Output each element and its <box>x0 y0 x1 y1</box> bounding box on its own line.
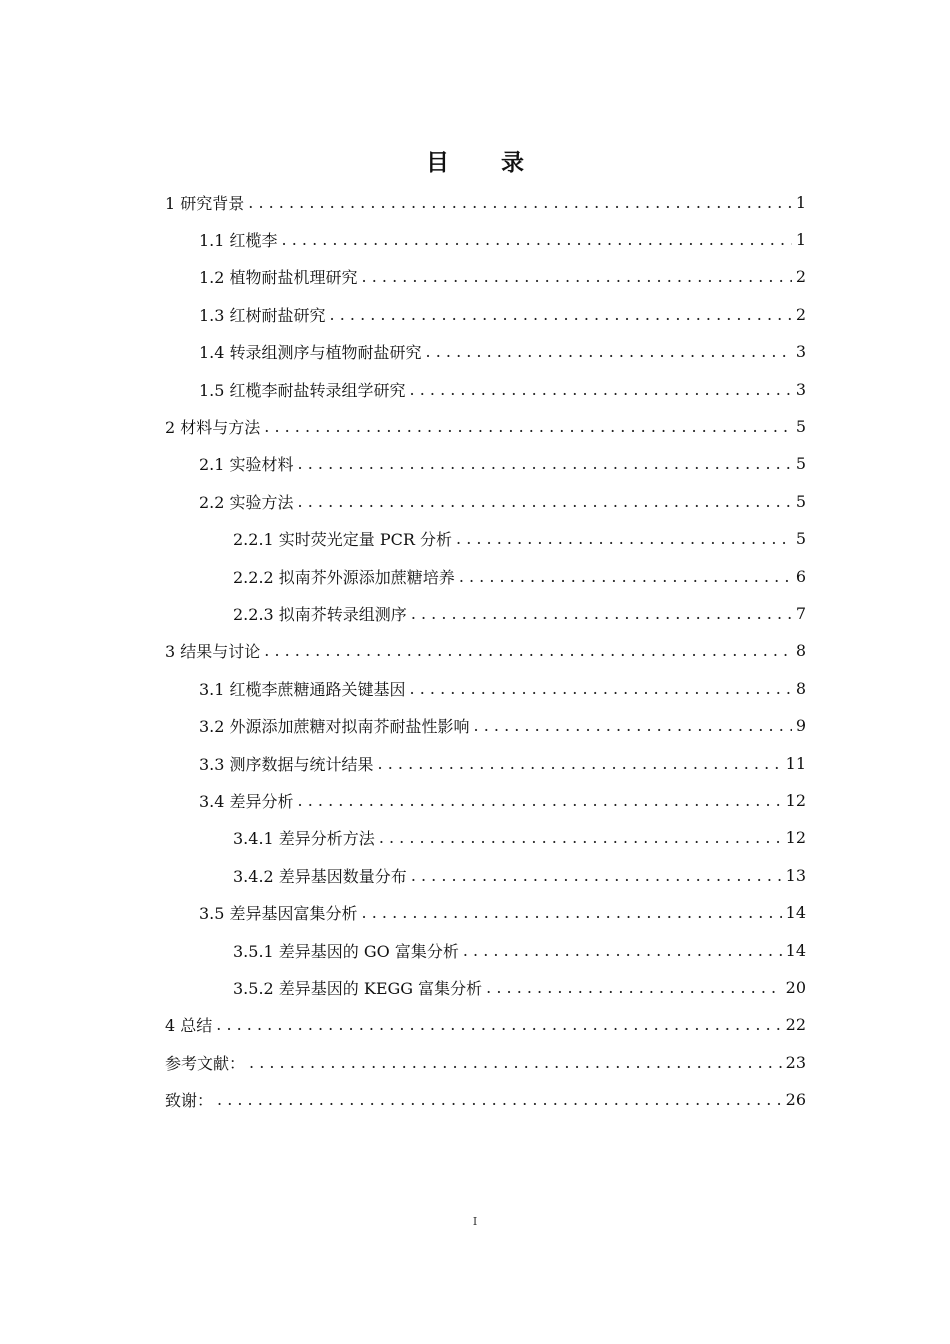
toc-dot-leader <box>264 641 792 660</box>
toc-entry-label: 致谢： <box>165 1091 214 1111</box>
toc-entry[interactable] <box>165 632 806 670</box>
toc-entry-label: 3.3 测序数据与统计结果 <box>199 754 374 774</box>
toc-entry[interactable] <box>199 669 806 707</box>
toc-entry-page-number: 1 <box>795 229 806 249</box>
toc-entry[interactable] <box>233 520 806 558</box>
toc-dot-leader <box>463 941 782 960</box>
toc-dot-leader <box>410 679 792 698</box>
toc-entry[interactable] <box>165 1081 806 1119</box>
toc-entry[interactable] <box>199 445 806 483</box>
toc-entry[interactable] <box>199 333 806 371</box>
toc-entry-label: 3.1 红榄李蔗糖通路关键基因 <box>199 679 406 699</box>
toc-entry-page-number: 14 <box>785 940 806 960</box>
toc-entry-label: 3.2 外源添加蔗糖对拟南芥耐盐性影响 <box>199 717 470 737</box>
toc-entry-page-number: 12 <box>785 828 806 848</box>
toc-entry-label: 3.5 差异基因富集分析 <box>199 904 358 924</box>
toc-entry-label: 1 研究背景 <box>165 193 245 213</box>
toc-entry[interactable] <box>233 594 806 632</box>
toc-dot-leader <box>456 529 792 548</box>
toc-dot-leader <box>474 716 792 735</box>
toc-entry[interactable] <box>165 1043 806 1081</box>
toc-entry-page-number: 22 <box>785 1015 806 1035</box>
toc-entry-page-number: 6 <box>795 566 806 586</box>
toc-entry-label: 3 结果与讨论 <box>165 642 261 662</box>
toc-entry-label: 1.3 红树耐盐研究 <box>199 305 326 325</box>
toc-entry[interactable] <box>233 968 806 1006</box>
toc-dot-leader <box>298 492 792 511</box>
toc-entry-label: 3.5.2 差异基因的 KEGG 富集分析 <box>233 978 483 998</box>
page-title: 目 录 <box>425 149 546 176</box>
toc-entry-label: 3.4.2 差异基因数量分布 <box>233 866 407 886</box>
toc-entry-page-number: 26 <box>785 1090 806 1110</box>
toc-dot-leader <box>410 380 792 399</box>
toc-entry-page-number: 5 <box>795 529 806 549</box>
toc-dot-leader <box>216 1015 781 1034</box>
toc-dot-leader <box>379 828 782 847</box>
toc-entry-label: 4 总结 <box>165 1016 213 1036</box>
toc-dot-leader <box>249 1053 782 1072</box>
toc-entry-label: 2.2.3 拟南芥转录组测序 <box>233 604 407 624</box>
toc-entry-page-number: 5 <box>795 454 806 474</box>
toc-entry-label: 参考文献： <box>165 1053 246 1073</box>
toc-entry-label: 3.5.1 差异基因的 GO 富集分析 <box>233 941 459 961</box>
toc-entry[interactable] <box>199 258 806 296</box>
toc-entry[interactable] <box>233 856 806 894</box>
toc-entry-label: 1.2 植物耐盐机理研究 <box>199 268 358 288</box>
toc-entry-page-number: 8 <box>795 641 806 661</box>
toc-dot-leader <box>282 230 792 249</box>
toc-entry-label: 2.2 实验方法 <box>199 492 294 512</box>
toc-entry-page-number: 1 <box>795 192 806 212</box>
toc-entry-page-number: 2 <box>795 304 806 324</box>
toc-entry[interactable] <box>165 407 806 445</box>
toc-dot-leader <box>459 567 792 586</box>
toc-entry[interactable] <box>199 482 806 520</box>
toc-entry[interactable] <box>199 295 806 333</box>
toc-entry-page-number: 5 <box>795 491 806 511</box>
toc-entry-page-number: 5 <box>795 416 806 436</box>
toc-dot-leader <box>330 305 792 324</box>
toc-entry-label: 2.2.1 实时荧光定量 PCR 分析 <box>233 530 453 550</box>
toc-entry[interactable] <box>199 707 806 745</box>
toc-entry-page-number: 13 <box>785 865 806 885</box>
toc-entry-page-number: 14 <box>785 903 806 923</box>
toc-entry-page-number: 3 <box>795 342 806 362</box>
toc-entry-label: 2.1 实验材料 <box>199 455 294 475</box>
toc-entry[interactable] <box>199 781 806 819</box>
toc-entry-label: 2 材料与方法 <box>165 417 261 437</box>
toc-entry-page-number: 2 <box>795 267 806 287</box>
toc-entry[interactable] <box>165 1006 806 1044</box>
toc-entry-label: 3.4.1 差异分析方法 <box>233 829 375 849</box>
toc-entry[interactable] <box>199 220 806 258</box>
toc-entry[interactable] <box>233 557 806 595</box>
toc-entry-page-number: 12 <box>785 790 806 810</box>
toc-dot-leader <box>486 978 781 997</box>
toc-entry-label: 3.4 差异分析 <box>199 791 294 811</box>
toc-entry-page-number: 20 <box>785 977 806 997</box>
toc-entry[interactable] <box>199 744 806 782</box>
toc-entry-label: 1.1 红榄李 <box>199 230 278 250</box>
toc-dot-leader <box>264 417 792 436</box>
toc-entry-label: 2.2.2 拟南芥外源添加蔗糖培养 <box>233 567 455 587</box>
toc-entry-page-number: 3 <box>795 379 806 399</box>
toc-dot-leader <box>426 342 792 361</box>
toc-dot-leader <box>362 267 792 286</box>
toc-dot-leader <box>248 193 792 212</box>
toc-entry-label: 1.4 转录组测序与植物耐盐研究 <box>199 343 422 363</box>
toc-entry-page-number: 23 <box>785 1052 806 1072</box>
toc-dot-leader <box>362 903 782 922</box>
toc-entry-page-number: 11 <box>785 753 806 773</box>
toc-entry[interactable] <box>233 931 806 969</box>
toc-entry-page-number: 8 <box>795 678 806 698</box>
toc-entry[interactable] <box>233 819 806 857</box>
toc-dot-leader <box>298 791 782 810</box>
page-number: I <box>472 1215 478 1228</box>
toc-dot-leader <box>411 866 782 885</box>
toc-dot-leader <box>378 754 782 773</box>
toc-entry[interactable] <box>199 894 806 932</box>
toc-dot-leader <box>411 604 792 623</box>
toc-entry-page-number: 7 <box>795 603 806 623</box>
toc-dot-leader <box>298 454 792 473</box>
toc-dot-leader <box>217 1090 782 1109</box>
toc-entry[interactable] <box>165 183 806 221</box>
toc-entry-page-number: 9 <box>795 716 806 736</box>
toc-entry-label: 1.5 红榄李耐盐转录组学研究 <box>199 380 406 400</box>
toc-entry[interactable] <box>199 370 806 408</box>
